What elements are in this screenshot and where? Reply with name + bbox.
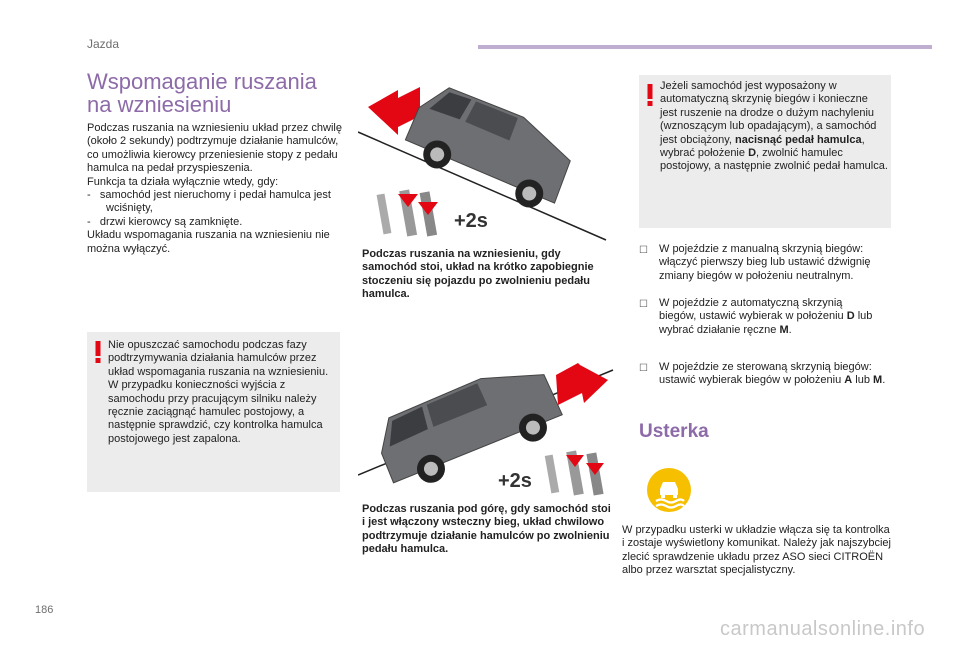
hill-start-fault-icon — [646, 467, 692, 513]
page-title — [87, 70, 347, 116]
warning-right-bold: D — [748, 147, 757, 160]
warning-right-bold: nacisnąć pedał hamulca — [735, 133, 862, 146]
warning-right-text-part: , wybrać położenie — [660, 133, 865, 160]
step-bold: M — [779, 323, 789, 336]
watermark: carmanualsonline.info — [720, 618, 926, 640]
title-line-1: Wspomaganie ruszania — [87, 69, 317, 94]
step-item — [639, 361, 909, 388]
step-text: W pojeździe z manualną skrzynią biegów: włączyć pierwszy bieg lub ustawić dźwignię zmiany biegów w położeniu neutralnym. — [659, 243, 871, 282]
title-line-2: na wzniesieniu — [87, 92, 232, 117]
intro-text — [87, 122, 349, 256]
pedals-illustration — [377, 189, 438, 236]
timer-label: +2s — [498, 470, 532, 492]
page-number: 186 — [35, 604, 54, 616]
step-item — [639, 297, 879, 337]
step-text: W pojeździe z automatyczną skrzynią biegów, ustawić wybierak w położeniu — [659, 297, 847, 323]
timer-label: +2s — [454, 210, 488, 232]
warning-right-text — [660, 80, 888, 174]
figure-1-illustration — [358, 82, 608, 242]
warning-right-text-part: Jeżeli samochód jest wyposażony w automatyczną skrzynię biegów i konieczne jest ruszenie na drodze o dużym nachyleniu (wznoszącym lub opadającym), a samochód jest obciążony, — [660, 80, 877, 146]
conditions-list — [87, 189, 349, 229]
condition-item: - drzwi kierowcy są zamknięte. — [87, 215, 243, 228]
pedals-illustration — [545, 450, 604, 495]
step-text: lub wybrać działanie ręczne — [659, 310, 873, 336]
condition-item: - samochód jest nieruchomy i pedał hamulca jest wciśnięty, — [87, 189, 331, 215]
warning-right-text-part: , zwolnić hamulec postojowy, a następnie zwolnić pedał hamulca. — [660, 147, 888, 173]
intro-paragraph-3: Układu wspomagania ruszania na wzniesieniu nie można wyłączyć. — [87, 229, 330, 255]
header-rule — [478, 45, 932, 49]
step-bold: A — [844, 374, 853, 387]
step-bold: M — [873, 374, 883, 387]
section-label: Jazda — [87, 37, 120, 51]
warning-box-right — [639, 75, 891, 228]
exclamation-icon — [94, 341, 102, 363]
exclamation-icon — [646, 84, 654, 106]
fault-heading: Usterka — [639, 421, 709, 442]
forward-arrow-icon — [556, 363, 608, 405]
step-text: W pojeździe ze sterowaną skrzynią biegów: ustawić wybierak biegów w położeniu — [659, 361, 872, 387]
fault-text: W przypadku usterki w układzie włącza się ta kontrolka i zostaje wyświetlony komunikat. Należy jak najszybciej zlecić sprawdzenie układu przez ASO sieci CITROËN albo przez warsztat specjalistyczny. — [622, 524, 891, 577]
step-item — [639, 243, 899, 283]
step-bold: D — [846, 310, 855, 323]
figure-2-illustration — [358, 345, 618, 500]
intro-paragraph-1: Podczas ruszania na wzniesieniu układ przez chwilę (około 2 sekundy) podtrzymuje działanie hamulców, co umożliwia kierowcy przeniesienie stopy z pedału hamulca na pedał przyspieszenia. — [87, 122, 342, 175]
checkbox-icon: ☐ — [639, 245, 648, 256]
intro-paragraph-2: Funkcja ta działa wyłącznie wtedy, gdy: — [87, 175, 279, 188]
warning-left-text: Nie opuszczać samochodu podczas fazy podtrzymywania działania hamulców przez układ wspomagania ruszania na wzniesieniu. W przypadku konieczności wyjścia z samochodu przy pracującym silniku należy ręcznie zaciągnąć hamulec postojowy, a następnie sprawdzić, czy kontrolka hamulca postojowego jest zapalona. — [108, 339, 329, 445]
step-text: lub — [852, 374, 874, 387]
step-text: . — [882, 374, 886, 387]
warning-box-left — [87, 332, 340, 492]
van-illustration — [370, 355, 568, 496]
figure-1-caption: Podczas ruszania na wzniesieniu, gdy samochód stoi, układ na krótko zapobiegnie stoczeniu się pojazdu po zwolnieniu pedału hamulca. — [362, 248, 594, 301]
figure-2-caption: Podczas ruszania pod górę, gdy samochód stoi i jest włączony wsteczny bieg, układ chwilowo podtrzymuje działanie hamulców po zwolnieniu pedału hamulca. — [362, 503, 611, 556]
checkbox-icon: ☐ — [639, 363, 648, 374]
step-text: . — [788, 323, 792, 336]
checkbox-icon: ☐ — [639, 299, 648, 310]
